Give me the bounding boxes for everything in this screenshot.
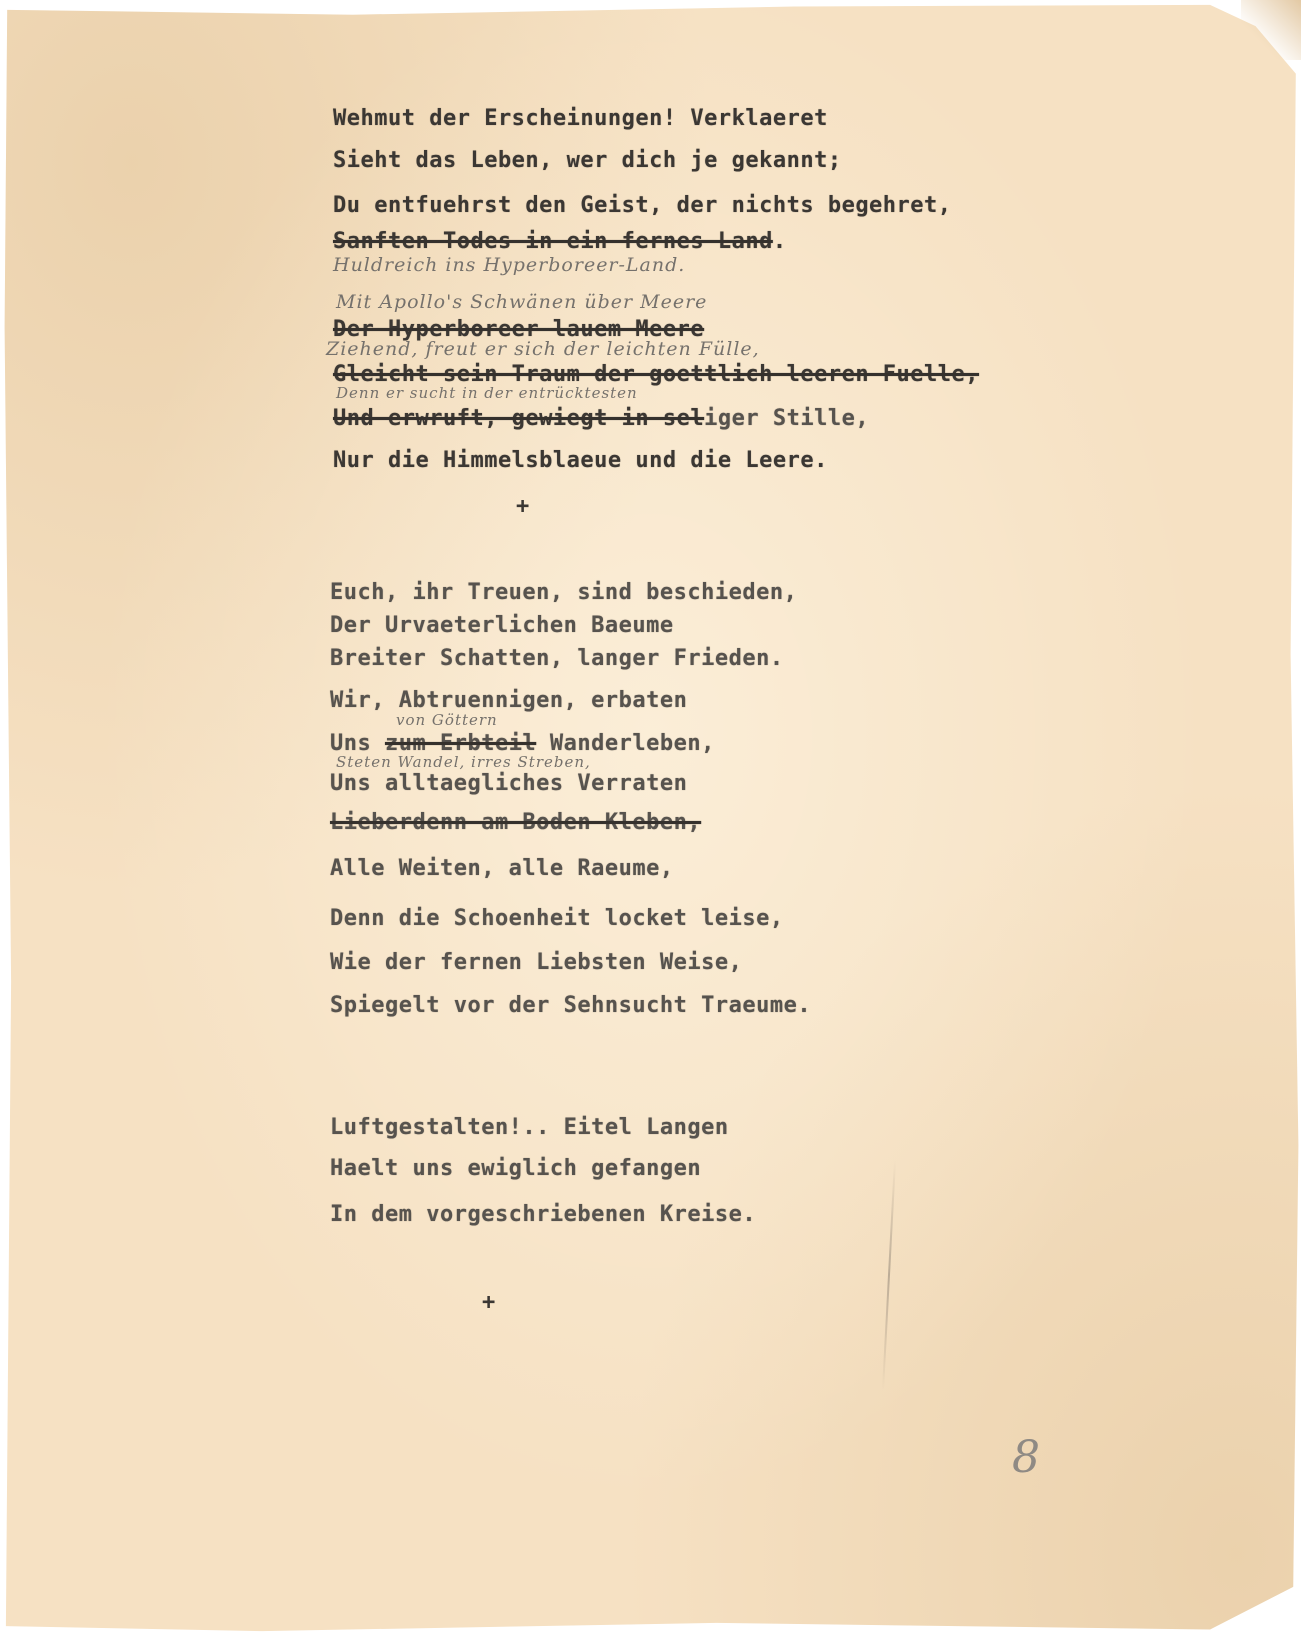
stanza1-line4-struck: Sanften Todes in ein fernes Land — [333, 229, 773, 254]
stanza2-line5-start: Uns — [330, 731, 385, 756]
stanza1-line2: Sieht das Leben, wer dich je gekannt; — [333, 148, 842, 173]
stanza2-line6: Uns alltaegliches Verraten — [330, 771, 688, 796]
stanza4-line1: Luftgestalten!.. Eitel Langen — [330, 1115, 729, 1140]
stanza1-line4-end: . — [772, 229, 787, 254]
stanza1-line3: Du entfuehrst den Geist, der nichts begehret, — [333, 193, 952, 218]
section-separator-2: + — [482, 1290, 496, 1315]
stanza2-line4: Wir, Abtruennigen, erbaten — [330, 688, 688, 713]
section-separator-1: + — [516, 494, 530, 519]
stanza1-line5-struck: Der Hyperboreer lauem Meere — [333, 317, 705, 342]
stanza1-line7 — [333, 406, 869, 431]
stanza1-line4 — [333, 229, 787, 254]
stanza2-line5-struck: zum Erbteil — [384, 731, 537, 756]
stanza3-line2: Wie der fernen Liebsten Weise, — [330, 950, 743, 975]
handwritten-insertion-2: Steten Wandel, irres Streben, — [336, 753, 591, 771]
stanza1-line1: Wehmut der Erscheinungen! Verklaeret — [333, 106, 828, 131]
handwritten-insertion-1: von Göttern — [396, 711, 498, 729]
stanza1-line7-end: iger Stille, — [704, 406, 870, 431]
stanza4-line2: Haelt uns ewiglich gefangen — [330, 1156, 702, 1181]
stanza2-line7 — [330, 810, 701, 835]
paper-corner-shadow — [1241, 0, 1301, 60]
page-number: 8 — [1012, 1432, 1040, 1483]
handwritten-correction-1: Huldreich ins Hyperboreer-Land. — [333, 254, 686, 276]
stanza3-line1: Denn die Schoenheit locket leise, — [330, 906, 784, 931]
handwritten-correction-4: Denn er sucht in der entrücktesten — [336, 384, 638, 402]
stanza2-line7-struck: Lieberdenn am Boden Kleben, — [330, 810, 702, 835]
stanza1-line6-struck: Gleicht sein Traum der goettlich leeren Fuelle, — [333, 362, 980, 387]
stanza2-line8: Alle Weiten, alle Raeume, — [330, 856, 674, 881]
stanza2-line3: Breiter Schatten, langer Frieden. — [330, 646, 784, 671]
stanza2-line2: Der Urvaeterlichen Baeume — [330, 613, 674, 638]
stanza2-line5-end: Wanderleben, — [536, 731, 715, 756]
stanza3-line3: Spiegelt vor der Sehnsucht Traeume. — [330, 993, 812, 1018]
handwritten-correction-2: Mit Apollo's Schwänen über Meere — [336, 291, 708, 313]
stanza1-line7-struck: Und erwruft, gewiegt in sel — [333, 406, 705, 431]
handwritten-correction-3: Ziehend, freut er sich der leichten Fülle, — [326, 338, 760, 360]
stanza2-line1: Euch, ihr Treuen, sind beschieden, — [330, 580, 798, 605]
stanza1-line8: Nur die Himmelsblaeue und die Leere. — [333, 448, 828, 473]
stanza4-line3: In dem vorgeschriebenen Kreise. — [330, 1202, 757, 1227]
